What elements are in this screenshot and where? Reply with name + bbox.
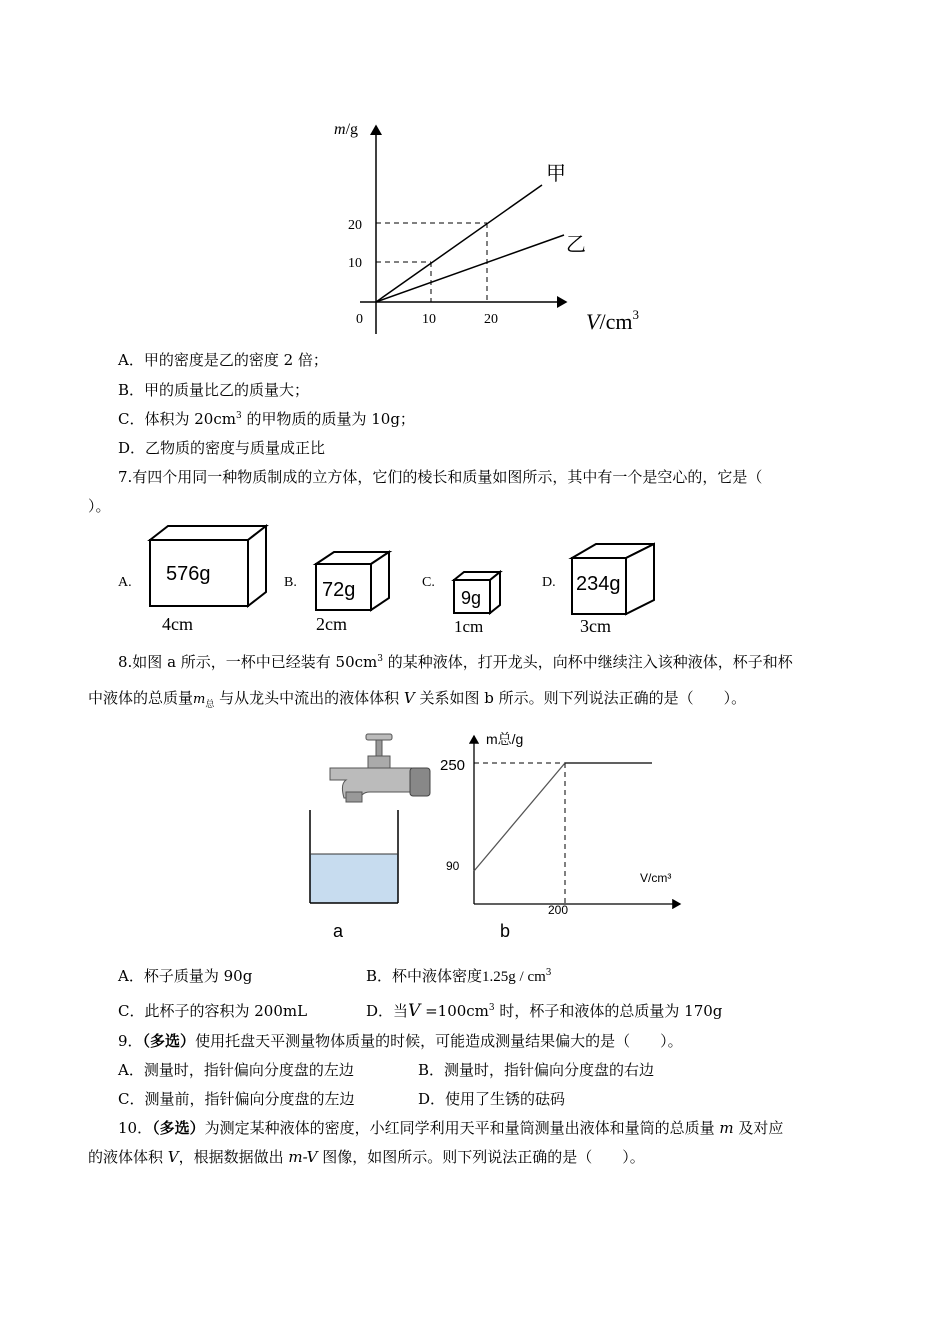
q6-option-a: A．甲的密度是乙的密度 2 倍； [118, 351, 328, 369]
cube-d-mass: 234g [576, 573, 621, 595]
cube-b-mass: 72g [322, 579, 356, 601]
q8-option-a: A．杯子质量为 90g [118, 967, 253, 985]
svg-text:D.: D. [542, 575, 556, 590]
svg-text:A.: A. [118, 575, 132, 590]
series-yi-line [376, 235, 564, 302]
graph-b-rise [474, 763, 565, 871]
q6-option-b: B．甲的质量比乙的质量大； [118, 381, 310, 399]
q9-option-a: A．测量时，指针偏向分度盘的左边 [118, 1061, 354, 1079]
ytick-20: 20 [348, 218, 362, 233]
fig-a-label: a [333, 921, 344, 941]
y-axis-label: m/g [334, 121, 359, 138]
cube-b [284, 552, 389, 634]
q8-option-c: C．此杯子的容积为 200mL [118, 1002, 308, 1020]
q8-option-b: B．杯中液体密度$1.25g / cm^3$ [366, 967, 552, 985]
q10-stem-line1: 10．（多选）为测定某种液体的密度，小红同学利用天平和量筒测量出液体和量筒的总质量 m 及对应 [118, 1119, 784, 1137]
cube-d [542, 544, 654, 636]
q9-option-d: D．使用了生锈的砝码 [418, 1090, 566, 1108]
faucet-icon [330, 734, 430, 802]
cup [310, 810, 398, 903]
mv-graph-jia-yi [320, 108, 680, 343]
ytick-10: 10 [348, 256, 362, 271]
cube-a-edge: 4cm [162, 614, 193, 634]
series-jia-line [376, 185, 542, 302]
cube-c-mass: 9g [461, 588, 482, 608]
xtick-20: 20 [484, 312, 498, 327]
q6-option-d: D．乙物质的密度与质量成正比 [118, 439, 326, 457]
series-yi-label: 乙 [566, 234, 586, 256]
q7-stem-line1: 7.有四个用同一种物质制成的立方体，它们的棱长和质量如图所示，其中有一个是空心的，它是（ [118, 468, 763, 486]
series-jia-label: 甲 [546, 163, 566, 185]
total-mass-volume-graph [440, 728, 690, 943]
cube-c-edge: 1cm [454, 617, 484, 636]
cube-d-edge: 3cm [580, 616, 611, 636]
svg-text:C.: C. [422, 575, 435, 590]
q9-option-b: B．测量时，指针偏向分度盘的右边 [418, 1061, 655, 1079]
cube-a [118, 526, 266, 634]
cube-a-mass: 576g [166, 563, 211, 585]
cube-b-edge: 2cm [316, 614, 347, 634]
cube-c [422, 572, 500, 636]
x-axis-label: $V/cm^3$ [586, 307, 639, 334]
graph-b-xlabel: V/cm³ [640, 871, 672, 885]
graph-b-x200: 200 [548, 903, 569, 917]
q9-stem: 9．（多选）使用托盘天平测量物体质量的时候，可能造成测量结果偏大的是（ ）。 [118, 1032, 683, 1050]
xtick-10: 10 [422, 312, 436, 327]
graph-b-y90: 90 [446, 859, 460, 873]
graph-b-y250: 250 [440, 757, 466, 774]
graph-b-ylabel: m总/g [486, 731, 524, 747]
origin-label: 0 [356, 312, 363, 327]
q10-stem-line2: 的液体体积 V，根据数据做出 m-V 图像，如图所示。则下列说法正确的是（ ）。 [88, 1148, 645, 1166]
q8-stem-line2: 中液体的总质量$m_总$ 与从龙头中流出的液体体积 V 关系如图 b 所示。则下列说法正确的是（ ）。 [88, 689, 747, 710]
q8-stem-line1: 8.如图 a 所示，一杯中已经装有 $50cm^3$ 的某种液体，打开龙头，向杯中继续注入该种液体，杯子和杯 [118, 653, 793, 671]
fig-b-label: b [500, 921, 511, 941]
cubes-figure [110, 520, 690, 640]
q9-option-c: C．测量前，指针偏向分度盘的左边 [118, 1090, 355, 1108]
q6-option-c: C．体积为 $20cm^3$ 的甲物质的质量为 10g； [118, 410, 415, 428]
faucet-cup-figure [300, 728, 450, 943]
svg-text:B.: B. [284, 575, 297, 590]
q7-stem-line2: ）。 [88, 497, 111, 515]
q8-option-d: D．当$V =100cm^3$ 时，杯子和液体的总质量为 170g [366, 1001, 723, 1021]
